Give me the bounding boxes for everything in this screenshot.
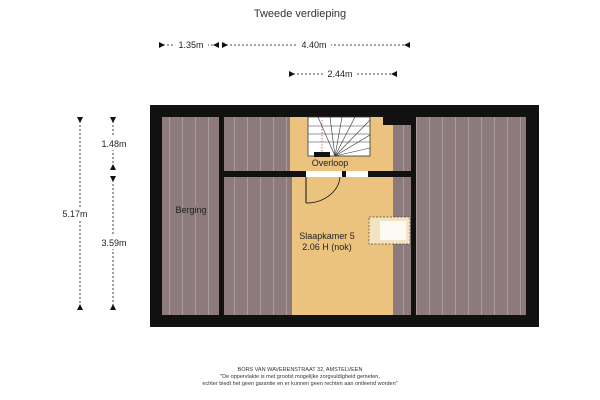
roof-slope-left — [162, 117, 219, 315]
dim-label-lower-height: 3.59m — [101, 238, 127, 248]
room-label-slaapkamer: Slaapkamer 5 — [299, 231, 355, 241]
footer — [0, 367, 600, 388]
partition-wall-right — [411, 117, 416, 315]
door-opening-2 — [346, 171, 368, 177]
roof-slope-right — [416, 117, 526, 315]
dim-label-total-height: 5.17m — [62, 209, 88, 219]
floor-title: Tweede verdieping — [253, 8, 347, 20]
wall-notch — [383, 117, 411, 125]
staircase — [308, 117, 370, 157]
room-label-berging: Berging — [175, 205, 207, 215]
footer-address: BORS VAN WAVERENSTRAAT 32, AMSTELVEEN — [237, 367, 363, 373]
room-label-overloop: Overloop — [311, 158, 349, 168]
dim-label-top-left: 1.35m — [178, 40, 204, 50]
skylight — [369, 217, 410, 244]
dim-label-upper-height: 1.48m — [101, 139, 127, 149]
footer-disclaimer-line-1: "De oppervlakte is met grootst mogelijke zorgvuldigheid gemeten, — [220, 374, 380, 380]
partition-wall-left — [219, 117, 224, 315]
footer-disclaimer-line-2: echter biedt het geen garantie en er kunnen geen rechten aan ontleend worden" — [202, 381, 398, 387]
roof-slope-lower-middle — [224, 177, 292, 315]
dim-label-top-right: 4.40m — [301, 40, 327, 50]
door-opening — [306, 171, 342, 177]
roof-slope-upper-middle — [224, 117, 290, 171]
dim-label-inner: 2.44m — [327, 69, 353, 79]
room-height-slaapkamer: 2.06 H (nok) — [302, 242, 352, 252]
